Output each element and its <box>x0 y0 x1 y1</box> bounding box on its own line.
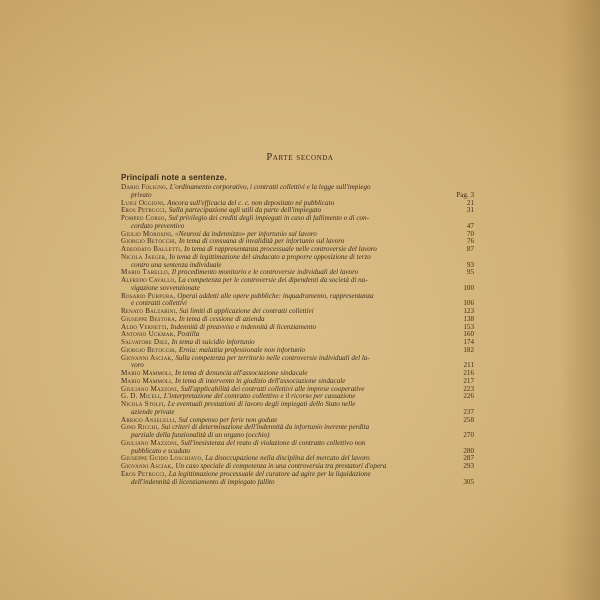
toc-author: Renato Balzarini, <box>121 308 180 315</box>
toc-page-number: 106 <box>463 300 474 308</box>
toc-entry-first-line <box>121 184 474 192</box>
toc-entry-first-line <box>121 331 474 339</box>
toc-title-text: Indennità di preavviso e indennità di licenziamento <box>170 323 317 331</box>
toc-author: Giulio Morosini, <box>121 230 176 238</box>
toc-title-text: L'interpretazione del contratto collettivo e il ricorso per cassazione <box>163 393 356 401</box>
toc-entry-first-line <box>121 471 474 479</box>
toc-entry-first-line <box>121 378 474 386</box>
toc-page-number: 237 <box>463 408 474 416</box>
toc-entry <box>121 463 474 471</box>
toc-page-number: 87 <box>466 246 474 253</box>
toc-title-text: contro una sentenza individuale <box>131 261 222 269</box>
toc-title-text: In tema di cessione di azienda <box>178 315 265 323</box>
toc-entry-first-line <box>121 238 474 246</box>
toc-title-text: Le eventuali prestazioni di lavoro degli impiegati dello Stato nelle <box>167 401 356 408</box>
toc-entry-first-line <box>121 246 474 254</box>
toc-author: Rosario Purpura, <box>121 292 178 300</box>
table-of-contents <box>121 184 474 486</box>
toc-title-text: La legittimazione processuale del curatore ad agire per la liquidazione <box>168 470 371 478</box>
toc-author: Nicola Stolfi, <box>121 401 168 408</box>
toc-entry <box>121 386 474 394</box>
toc-page-number: 31 <box>466 207 474 215</box>
toc-entry <box>121 378 474 386</box>
toc-title-text: Ernia: malattia professionale non infortunio <box>178 346 306 354</box>
toc-author: Mario Mammoli, <box>121 370 175 377</box>
toc-entry-first-line <box>121 440 474 448</box>
toc-entry-first-line <box>121 339 474 347</box>
toc-title-text: In tema di legittimazione del sindacato a proporre opposizione di terzo <box>169 253 371 261</box>
toc-author: Dario Foligno, <box>121 184 170 191</box>
toc-entry <box>121 269 474 277</box>
toc-title-text: Operai addetti alle opere pubbliche: inquadramento, rappresentanza <box>177 292 374 300</box>
toc-page-number: 174 <box>463 339 474 346</box>
toc-entry-continuation-line <box>121 223 474 231</box>
toc-page-number: 270 <box>463 432 474 439</box>
toc-title-text: voro <box>131 362 144 370</box>
toc-entry <box>121 471 474 487</box>
toc-title-text: La disoccupazione nella disciplina del mercato del lavoro <box>205 455 370 463</box>
toc-entry-first-line <box>121 324 474 332</box>
toc-author: Giuseppe Bestora, <box>121 315 179 323</box>
toc-page-number: 280 <box>463 447 474 455</box>
toc-title-text: Sul privilegio dei crediti degli impiegati in caso di fallimento o di con- <box>168 215 369 222</box>
toc-entry-continuation-line <box>121 448 474 456</box>
toc-author: Giuliano Mazzoni, <box>121 385 181 393</box>
toc-author: Gino Ricchi, <box>121 424 162 432</box>
toc-entry <box>121 316 474 324</box>
toc-author: Pompeo Corso, <box>121 215 169 222</box>
toc-author: Antonio Uckmar, <box>121 331 178 339</box>
toc-entry <box>121 440 474 456</box>
toc-entry-first-line <box>121 308 474 316</box>
toc-title-text: cordato preventivo <box>131 222 185 230</box>
toc-author: Luigi Oggioni, <box>121 199 168 207</box>
toc-author: Giovanni Asciak, <box>121 463 176 470</box>
toc-author: Giuliano Mazzoni, <box>121 439 181 447</box>
toc-entry-first-line <box>121 393 474 401</box>
toc-entry-continuation-line <box>121 409 474 417</box>
toc-page-number: 226 <box>463 393 474 401</box>
toc-author: Adeodato Balletti, <box>121 246 185 253</box>
toc-page-number: 287 <box>463 455 474 463</box>
toc-entry <box>121 207 474 215</box>
toc-entry-first-line <box>121 254 474 262</box>
toc-page-number: 123 <box>463 308 474 315</box>
toc-title-text: Il procedimento monitorio e le controversie individuali del lavoro <box>171 269 359 277</box>
toc-author: Aldo Vernetti, <box>121 323 171 331</box>
toc-title-text: pubblicato e scaduto <box>131 447 191 455</box>
toc-entry-first-line <box>121 355 474 363</box>
toc-author: Alfredo Cavallo, <box>121 277 179 284</box>
toc-page-number: 76 <box>466 238 474 246</box>
toc-page-number: 223 <box>463 385 474 393</box>
toc-author: Eros Petrucci, <box>121 470 169 478</box>
toc-entry <box>121 355 474 371</box>
toc-page-number: 21 <box>466 199 474 207</box>
toc-entry-first-line <box>121 215 474 223</box>
toc-entry-continuation-line <box>121 262 474 270</box>
toc-entry <box>121 308 474 316</box>
toc-entry <box>121 215 474 231</box>
toc-title-text: In tema di intervento in giudizio dell'associazione sindacale <box>175 377 346 385</box>
toc-entry-first-line <box>121 401 474 409</box>
toc-entry-continuation-line <box>121 300 474 308</box>
toc-entry-first-line <box>121 316 474 324</box>
toc-entry-first-line <box>121 370 474 378</box>
toc-title-text: Sulla competenza per territorio nelle controversie individuali del la- <box>175 354 370 362</box>
toc-entry-first-line <box>121 455 474 463</box>
toc-entry <box>121 324 474 332</box>
toc-entry <box>121 347 474 355</box>
toc-entry-first-line <box>121 200 474 208</box>
toc-entry-first-line <box>121 277 474 285</box>
toc-page-number: 293 <box>463 463 474 470</box>
toc-entry-continuation-line <box>121 362 474 370</box>
toc-title-text: dell'indennità di licenziamento di impiegato fallito <box>131 478 275 486</box>
toc-page-number: 47 <box>466 222 474 230</box>
toc-page-number: 216 <box>463 370 474 377</box>
toc-page-number: 93 <box>466 261 474 269</box>
toc-author: Giuseppe Guido Loschiavo, <box>121 455 206 463</box>
toc-author: Mario Mammoli, <box>121 377 175 385</box>
section-subheading: Principali note a sentenze. <box>121 173 227 182</box>
toc-entry <box>121 277 474 293</box>
toc-title-text: In tema di consuana di invalidità per infortunio sul lavoro <box>178 238 345 246</box>
toc-title-text: Sui limiti di applicazione dei contratti collettivi <box>179 308 314 315</box>
toc-title-text: In tema di denuncia all'associazione sindacale <box>175 370 308 377</box>
toc-entry-first-line <box>121 269 474 277</box>
toc-page-number: Pag. 3 <box>456 191 474 199</box>
toc-entry-continuation-line <box>121 479 474 487</box>
toc-entry-first-line <box>121 386 474 394</box>
toc-page-number: 305 <box>463 478 474 486</box>
toc-title-text: aziende private <box>131 408 175 416</box>
toc-entry <box>121 200 474 208</box>
toc-entry-continuation-line <box>121 192 474 200</box>
toc-entry <box>121 417 474 425</box>
toc-title-text: Sull'inesistenza del reato di violazione di contratto collettivo non <box>180 439 366 447</box>
toc-author: Arrigo Anselelli, <box>121 416 179 424</box>
toc-author: Salvatore Diez, <box>121 339 172 346</box>
toc-page-number: 153 <box>463 323 474 331</box>
toc-title-text: e contratti collettivi <box>131 300 187 308</box>
toc-entry <box>121 231 474 239</box>
toc-page-number: 100 <box>463 284 474 292</box>
toc-entry <box>121 370 474 378</box>
toc-entry <box>121 339 474 347</box>
toc-page-number: 217 <box>463 377 474 385</box>
toc-page-number: 211 <box>463 362 474 370</box>
toc-entry-first-line <box>121 463 474 471</box>
toc-page-number: 70 <box>466 230 474 238</box>
toc-entry-first-line <box>121 207 474 215</box>
toc-entry <box>121 331 474 339</box>
toc-author: Mario Tarello, <box>121 269 172 277</box>
toc-entry <box>121 455 474 463</box>
section-heading: Parte seconda <box>266 152 334 163</box>
toc-title-text: In tema di suicidio infortunio <box>171 339 255 346</box>
toc-entry-first-line <box>121 347 474 355</box>
toc-title-text: parziale della funzionalità di un organo (occhio) <box>131 432 270 439</box>
toc-entry <box>121 254 474 270</box>
toc-author: Giorgio Betocchi, <box>121 346 179 354</box>
toc-title-text: «Neurosi da indennizzo» per infortunio sul lavoro <box>175 230 317 238</box>
toc-title-text: Sulla partecipazione agli utili da parte dell'impiegato <box>168 207 322 215</box>
toc-author: Eros Petrucci, <box>121 207 169 215</box>
toc-title-text: Sul compenso per ferie non godute <box>178 416 278 424</box>
toc-author: G. D. Miceli, <box>121 393 164 401</box>
toc-title-text: Un caso speciale di competenza in una controversia tra prestatori d'opera <box>175 463 387 470</box>
toc-page-number: 95 <box>466 269 474 277</box>
toc-entry <box>121 184 474 200</box>
toc-title-text: Ancora sull'efficacia del c. c. non depositato né pubblicato <box>167 199 335 207</box>
toc-entry-first-line <box>121 231 474 239</box>
toc-title-text: L'ordinamento corporativo, i contratti collettivi e la legge sull'impiego <box>169 184 371 191</box>
toc-page-number: 258 <box>463 416 474 424</box>
toc-title-text: In tema di rappresentanza processuale nelle controversie del lavoro <box>184 246 377 253</box>
toc-author: Giovanni Asciak, <box>121 354 176 362</box>
toc-page-number: 138 <box>463 315 474 323</box>
toc-author: Giorgio Betocchi, <box>121 238 179 246</box>
toc-author: Nicola Jaeger, <box>121 253 170 261</box>
toc-entry-continuation-line <box>121 285 474 293</box>
toc-title-text: vigazione sovvenzionate <box>131 284 200 292</box>
toc-entry <box>121 393 474 401</box>
toc-entry-first-line <box>121 417 474 425</box>
toc-page-number: 182 <box>463 346 474 354</box>
toc-title-text: privato <box>131 191 152 199</box>
page-shadow <box>560 0 600 600</box>
toc-title-text: Sui criteri di determinazione dell'indennità da infortunio inerente perdita <box>161 424 370 432</box>
toc-page-number: 160 <box>463 331 474 339</box>
toc-entry <box>121 246 474 254</box>
toc-entry-first-line <box>121 293 474 301</box>
toc-entry <box>121 293 474 309</box>
toc-entry-first-line <box>121 424 474 432</box>
toc-entry-continuation-line <box>121 432 474 440</box>
toc-entry <box>121 401 474 417</box>
toc-entry <box>121 424 474 440</box>
toc-title-text: La competenza per le controversie dei dipendenti da società di na- <box>178 277 368 284</box>
toc-entry <box>121 238 474 246</box>
toc-title-text: Sull'applicabilità dei contratti collettivi alle imprese cooperative <box>180 385 365 393</box>
toc-title-text: Postilla <box>177 331 200 339</box>
